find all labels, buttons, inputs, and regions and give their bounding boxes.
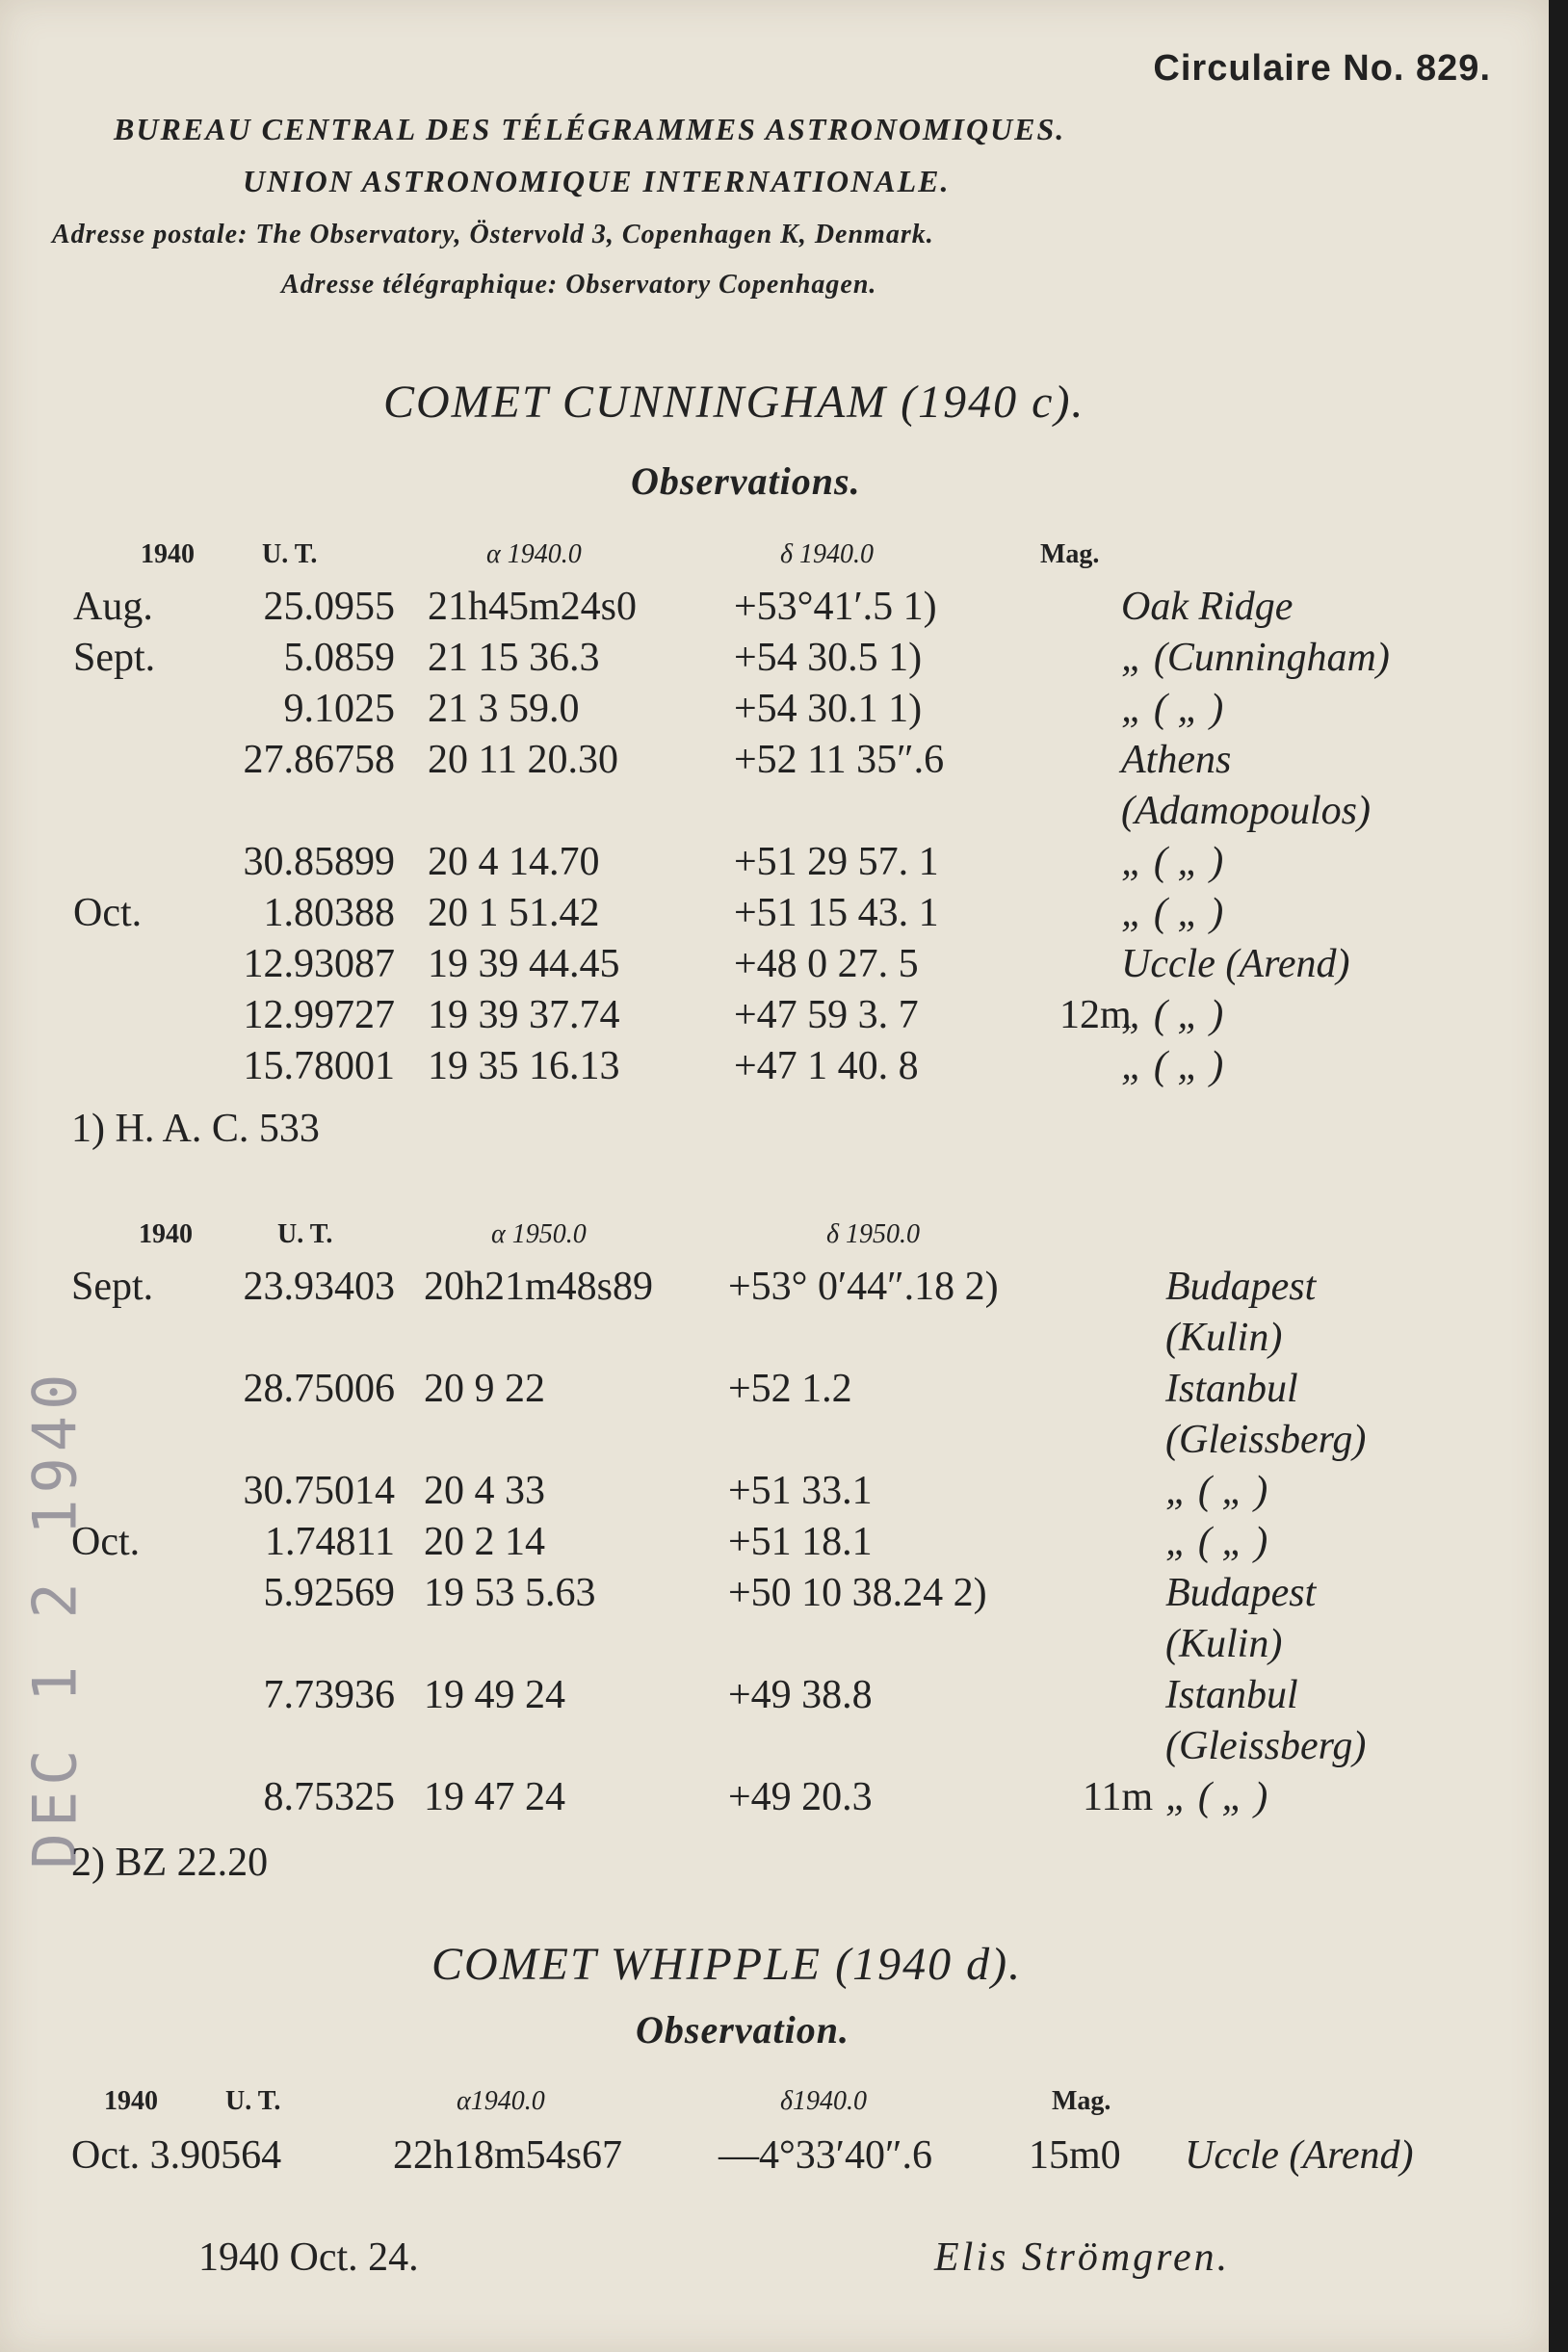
t1-place-4: (Adamopoulos)	[1121, 789, 1371, 833]
postal-address: Adresse postale: The Observatory, Östervold 3, Copenhagen K, Denmark.	[52, 220, 934, 249]
cunningham-subtitle: Observations.	[631, 459, 861, 503]
t2-ra-2: 20 9 22	[424, 1367, 545, 1411]
t2-ra-0: 20h21m48s89	[424, 1265, 654, 1309]
circular-number: Circulaire No. 829.	[1153, 48, 1491, 89]
t1-place-9: „ ( „ )	[1121, 1044, 1224, 1088]
t2-ra-8: 19 49 24	[424, 1673, 565, 1717]
t1-dec-9: +47 1 40. 8	[734, 1044, 919, 1088]
t2-col-ut: U. T.	[277, 1219, 333, 1249]
t2-dec-0: +53° 0′44″.18 2)	[728, 1265, 999, 1309]
w-col-ut: U. T.	[225, 2086, 281, 2116]
t1-dec-2: +54 30.1 1)	[734, 687, 923, 731]
t2-place-8: Istanbul	[1165, 1673, 1298, 1717]
t2-place-9: (Gleissberg)	[1165, 1724, 1367, 1768]
t1-place-0: Oak Ridge	[1121, 585, 1294, 629]
t1-dec-0: +53°41′.5 1)	[734, 585, 937, 629]
t2-ra-5: 20 2 14	[424, 1520, 545, 1564]
whipple-mag: 15m0	[1029, 2133, 1121, 2178]
t2-ra-10: 19 47 24	[424, 1775, 565, 1819]
received-date-stamp	[19, 1368, 91, 1869]
t1-ra-2: 21 3 59.0	[428, 687, 580, 731]
t1-mag-8: 12m	[1059, 993, 1132, 1037]
t1-ut-8: 12.99727	[243, 993, 395, 1037]
w-col-year: 1940	[104, 2086, 158, 2116]
t2-col-year: 1940	[139, 1219, 193, 1249]
t1-dec-3: +52 11 35″.6	[734, 738, 945, 782]
whipple-dec: —4°33′40″.6	[719, 2133, 932, 2178]
t1-dec-8: +47 59 3. 7	[734, 993, 919, 1037]
t1-place-8: „ ( „ )	[1121, 993, 1224, 1037]
t2-place-7: (Kulin)	[1165, 1622, 1283, 1666]
t2-place-3: (Gleissberg)	[1165, 1418, 1367, 1462]
t1-ut-1: 5.0859	[283, 636, 395, 680]
telegraph-address: Adresse télégraphique: Observatory Copenhagen.	[281, 270, 877, 300]
t2-dec-4: +51 33.1	[728, 1469, 873, 1513]
t1-month-0: Aug.	[73, 585, 153, 629]
t1-col-mag: Mag.	[1040, 539, 1100, 569]
t2-ut-8: 7.73936	[263, 1673, 395, 1717]
t1-ra-9: 19 35 16.13	[428, 1044, 620, 1088]
whipple-ra: 22h18m54s67	[393, 2133, 623, 2178]
footnote-1: 1) H. A. C. 533	[71, 1107, 320, 1151]
t2-place-0: Budapest	[1165, 1265, 1317, 1309]
t1-ut-7: 12.93087	[243, 942, 395, 986]
t2-ut-5: 1.74811	[265, 1520, 395, 1564]
comet-whipple-title: COMET WHIPPLE (1940 d).	[431, 1939, 1023, 1990]
t1-place-7: Uccle (Arend)	[1121, 942, 1350, 986]
t1-place-3: Athens	[1121, 738, 1232, 782]
t2-month-0: Sept.	[71, 1265, 154, 1309]
comet-cunningham-title: COMET CUNNINGHAM (1940 c).	[383, 377, 1085, 428]
t2-place-4: „ ( „ )	[1165, 1469, 1268, 1513]
t2-dec-2: +52 1.2	[728, 1367, 852, 1411]
t1-ut-2: 9.1025	[283, 687, 395, 731]
t2-mag-10: 11m	[1083, 1775, 1154, 1819]
whipple-date: Oct. 3.90564	[71, 2133, 282, 2178]
t2-ut-6: 5.92569	[263, 1571, 395, 1615]
t2-place-2: Istanbul	[1165, 1367, 1298, 1411]
t1-dec-7: +48 0 27. 5	[734, 942, 919, 986]
footnote-2: 2) BZ 22.20	[71, 1841, 269, 1885]
t1-col-ut: U. T.	[262, 539, 318, 569]
t1-col-year: 1940	[141, 539, 195, 569]
whipple-place: Uccle (Arend)	[1185, 2133, 1414, 2178]
t2-dec-8: +49 38.8	[728, 1673, 873, 1717]
t1-col-ra: α 1940.0	[486, 539, 582, 569]
t1-place-5: „ ( „ )	[1121, 840, 1224, 884]
t2-place-10: „ ( „ )	[1165, 1775, 1268, 1819]
t1-ut-0: 25.0955	[263, 585, 395, 629]
circular-date: 1940 Oct. 24.	[198, 2235, 419, 2280]
t2-month-5: Oct.	[71, 1520, 141, 1564]
whipple-subtitle: Observation.	[636, 2008, 849, 2051]
t2-ut-10: 8.75325	[263, 1775, 395, 1819]
t1-place-2: „ ( „ )	[1121, 687, 1224, 731]
t2-ra-6: 19 53 5.63	[424, 1571, 596, 1615]
t1-dec-6: +51 15 43. 1	[734, 891, 939, 935]
t2-col-ra: α 1950.0	[491, 1219, 587, 1249]
t2-ut-2: 28.75006	[243, 1367, 395, 1411]
t2-ut-0: 23.93403	[243, 1265, 395, 1309]
t1-month-6: Oct.	[73, 891, 143, 935]
t2-col-dec: δ 1950.0	[826, 1219, 921, 1249]
t2-place-1: (Kulin)	[1165, 1316, 1283, 1360]
t1-ut-5: 30.85899	[243, 840, 395, 884]
t1-place-6: „ ( „ )	[1121, 891, 1224, 935]
t1-ra-0: 21h45m24s0	[428, 585, 638, 629]
stamp-text: DEC 1 2 1940	[19, 1368, 91, 1869]
t2-dec-10: +49 20.3	[728, 1775, 873, 1819]
w-col-ra: α1940.0	[457, 2086, 545, 2116]
w-col-mag: Mag.	[1052, 2086, 1111, 2116]
t1-ra-7: 19 39 44.45	[428, 942, 620, 986]
t1-ra-3: 20 11 20.30	[428, 738, 618, 782]
t1-col-dec: δ 1940.0	[780, 539, 875, 569]
t2-dec-5: +51 18.1	[728, 1520, 873, 1564]
signature: Elis Strömgren.	[934, 2235, 1231, 2280]
t2-dec-6: +50 10 38.24 2)	[728, 1571, 987, 1615]
union-heading: UNION ASTRONOMIQUE INTERNATIONALE.	[243, 164, 951, 198]
t1-ra-1: 21 15 36.3	[428, 636, 600, 680]
t2-place-5: „ ( „ )	[1165, 1520, 1268, 1564]
t1-ut-6: 1.80388	[263, 891, 395, 935]
t1-ut-9: 15.78001	[243, 1044, 395, 1088]
t1-ra-8: 19 39 37.74	[428, 993, 620, 1037]
w-col-dec: δ1940.0	[780, 2086, 868, 2116]
t1-month-1: Sept.	[73, 636, 156, 680]
t1-place-1: „ (Cunningham)	[1121, 636, 1390, 680]
t1-ut-3: 27.86758	[243, 738, 395, 782]
t1-dec-5: +51 29 57. 1	[734, 840, 939, 884]
t1-dec-1: +54 30.5 1)	[734, 636, 923, 680]
bureau-heading: BUREAU CENTRAL DES TÉLÉGRAMMES ASTRONOMIQUES.	[114, 112, 1066, 146]
t2-ra-4: 20 4 33	[424, 1469, 545, 1513]
t1-ra-5: 20 4 14.70	[428, 840, 600, 884]
t2-place-6: Budapest	[1165, 1571, 1317, 1615]
t2-ut-4: 30.75014	[243, 1469, 395, 1513]
t1-ra-6: 20 1 51.42	[428, 891, 600, 935]
